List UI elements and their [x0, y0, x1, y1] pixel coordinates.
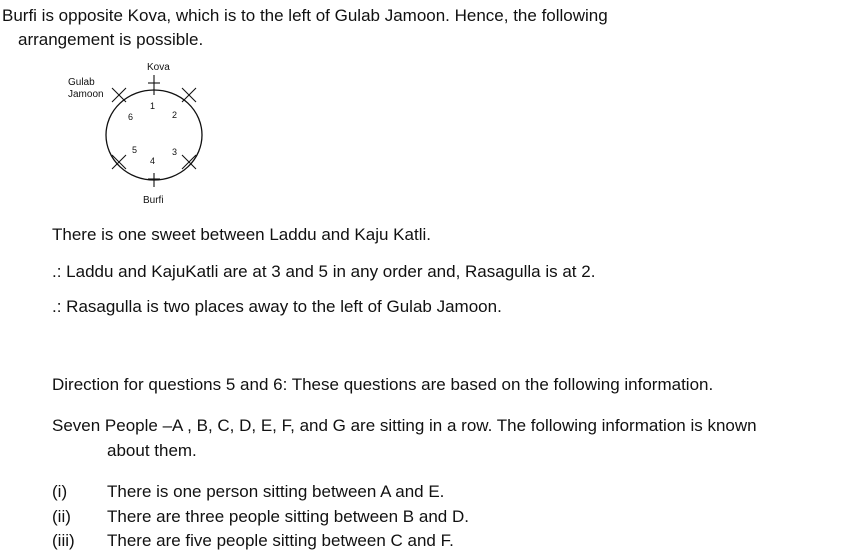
directions-heading: Direction for questions 5 and 6: These questions are based on the following information.	[52, 375, 714, 394]
reasoning-line-1: There is one sweet between Laddu and Kaju Katli.	[52, 225, 431, 244]
list-item-text: There is one person sitting between A and E.	[107, 482, 445, 501]
seating-circle-diagram	[0, 55, 220, 210]
list-item-number: (i)	[52, 482, 68, 501]
label-burfi: Burfi	[143, 195, 164, 206]
directions-intro-line-2: about them.	[107, 441, 197, 460]
intro-line-1: Burfi is opposite Kova, which is to the left of Gulab Jamoon. Hence, the following	[2, 6, 608, 25]
label-gulab: Gulab	[68, 77, 95, 88]
label-jamoon: Jamoon	[68, 89, 104, 100]
reasoning-line-3: .: Rasagulla is two places away to the left of Gulab Jamoon.	[52, 297, 502, 316]
seat-number-5: 5	[132, 145, 138, 155]
intro-line-2: arrangement is possible.	[18, 30, 204, 49]
seat-number-2: 2	[172, 110, 178, 120]
seat-number-3: 3	[172, 147, 178, 157]
list-item-number: (iii)	[52, 531, 75, 550]
seat-number-4: 4	[150, 156, 156, 166]
seat-number-1: 1	[150, 101, 156, 111]
seat-number-6: 6	[128, 112, 134, 122]
directions-intro-line-1: Seven People –A , B, C, D, E, F, and G are sitting in a row. The following information is known	[52, 416, 757, 435]
label-kova: Kova	[147, 62, 170, 73]
list-item-text: There are five people sitting between C and F.	[107, 531, 454, 550]
reasoning-line-2: .: Laddu and KajuKatli are at 3 and 5 in any order and, Rasagulla is at 2.	[52, 262, 596, 281]
list-item-number: (ii)	[52, 507, 71, 526]
list-item-text: There are three people sitting between B and D.	[107, 507, 469, 526]
